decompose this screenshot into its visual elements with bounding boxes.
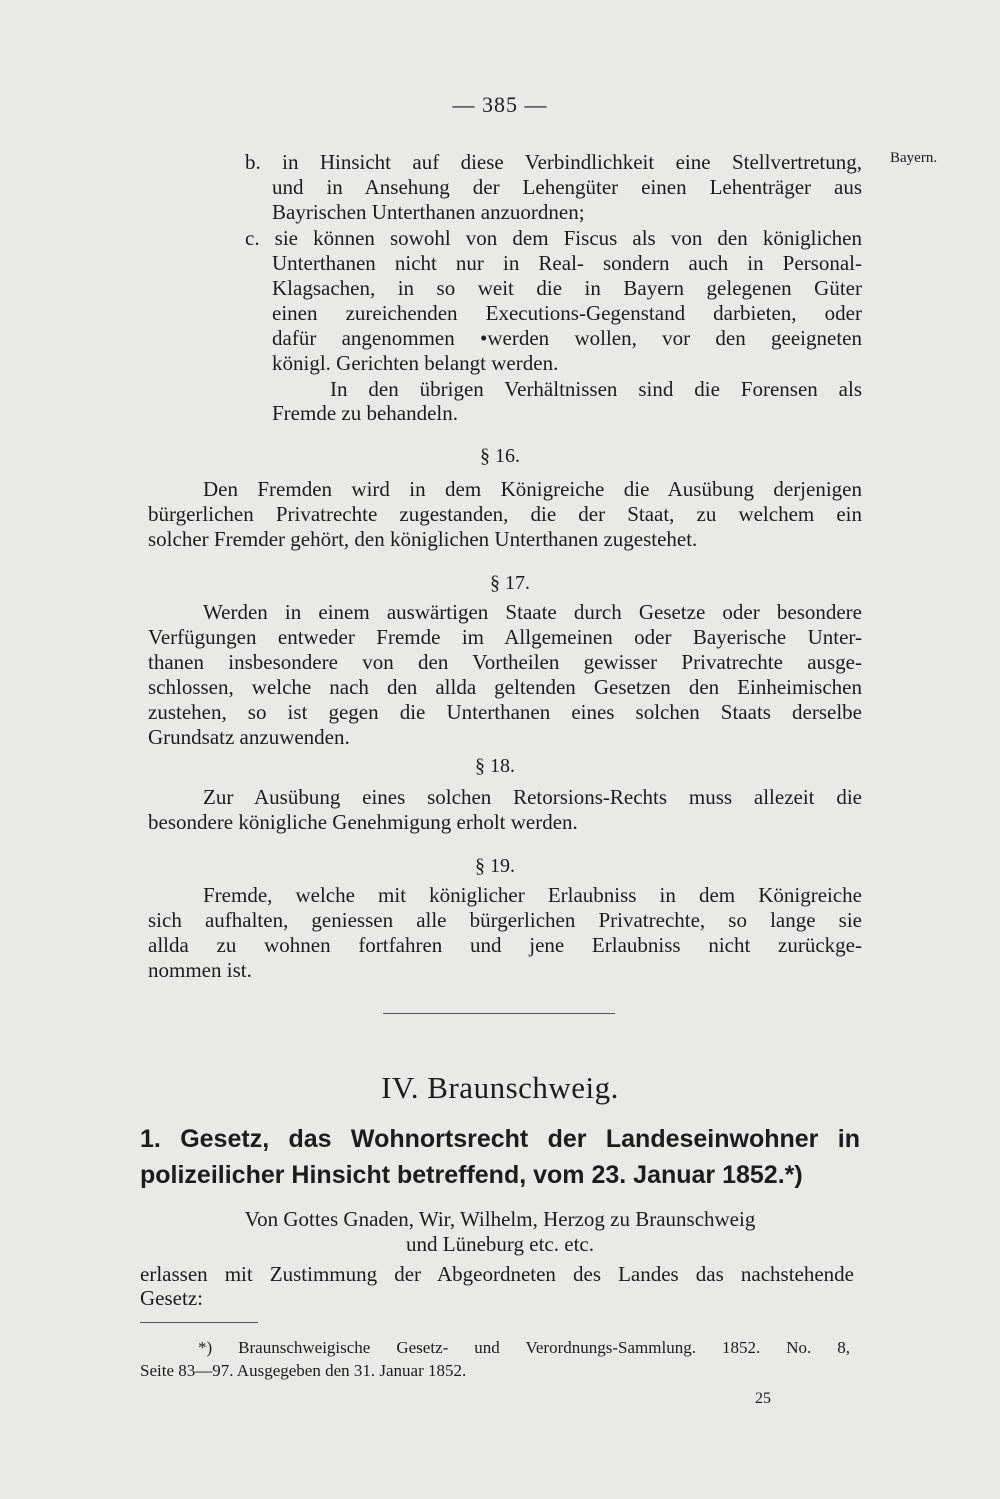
remainder-line-2: Fremde zu behandeln. (272, 401, 459, 425)
section-17-line-1: Werden in einem auswärtigen Staate durch Gesetze oder besondere (203, 600, 862, 624)
item-c-line-3: Klagsachen, in so weit die in Bayern gelegenen Güter (272, 276, 862, 300)
item-c-line-2: Unterthanen nicht nur in Real- sondern auch in Personal- (272, 251, 862, 275)
section-19-line-4: nommen ist. (148, 958, 252, 982)
section-19-line-3: allda zu wohnen fortfahren und jene Erlaubniss nicht zurückge- (148, 933, 862, 957)
footnote-rule (140, 1322, 258, 1323)
preamble-line-3: erlassen mit Zustimmung der Abgeordneten des Landes das nachstehende (140, 1262, 854, 1286)
item-b-line-3: Bayrischen Unterthanen anzuordnen; (272, 200, 585, 224)
footnote-line-2: Seite 83—97. Ausgegeben den 31. Januar 1852. (140, 1361, 467, 1380)
footnote-line-1: *) Braunschweigische Gesetz- und Verordnungs-Sammlung. 1852. No. 8, (198, 1338, 850, 1357)
section-17-sign: § 17. (490, 572, 530, 594)
item-c-line-6: königl. Gerichten belangt werden. (272, 351, 559, 375)
section-19-line-2: sich aufhalten, geniessen alle bürgerlichen Privatrechte, so lange sie (148, 908, 862, 932)
item-b-line-2: und in Ansehung der Lehengüter einen Lehenträger aus (272, 175, 862, 199)
preamble-line-2: und Lüneburg etc. etc. (406, 1232, 594, 1256)
item-b-line-1: b. in Hinsicht auf diese Verbindlichkeit eine Stellvertretung, (245, 150, 862, 174)
section-16-line-1: Den Fremden wird in dem Königreiche die Ausübung derjenigen (203, 477, 862, 501)
item-c-line-4: einen zureichenden Executions-Gegenstand darbieten, oder (272, 301, 862, 325)
section-19-line-1: Fremde, welche mit königlicher Erlaubniss in dem Königreiche (203, 883, 862, 907)
sheet-number: 25 (755, 1390, 771, 1407)
section-17-line-5: zustehen, so ist gegen die Unterthanen eines solchen Staats derselbe (148, 700, 862, 724)
section-17-line-4: schlossen, welche nach den allda geltenden Gesetzen den Einheimischen (148, 675, 862, 699)
law-heading-line-1: 1. Gesetz, das Wohnortsrecht der Landeseinwohner in (140, 1125, 860, 1153)
page-number: — 385 — (452, 92, 548, 117)
section-16-sign: § 16. (480, 445, 520, 467)
preamble-line-4: Gesetz: (140, 1286, 203, 1310)
section-18-sign: § 18. (475, 755, 515, 777)
section-16-line-3: solcher Fremder gehört, den königlichen Unterthanen zugestehet. (148, 527, 698, 551)
state-heading: IV. Braunschweig. (381, 1070, 619, 1105)
section-18-line-2: besondere königliche Genehmigung erholt werden. (148, 810, 578, 834)
item-c-line-5: dafür angenommen •werden wollen, vor den geeigneten (272, 326, 862, 350)
law-heading-line-2: polizeilicher Hinsicht betreffend, vom 23. Januar 1852.*) (140, 1161, 803, 1189)
section-divider (383, 1013, 615, 1014)
section-17-line-2: Verfügungen entweder Fremde im Allgemeinen oder Bayerische Unter- (148, 625, 862, 649)
section-17-line-3: thanen insbesondere von den Vortheilen gewisser Privatrechte ausge- (148, 650, 862, 674)
preamble-line-1: Von Gottes Gnaden, Wir, Wilhelm, Herzog zu Braunschweig (244, 1207, 756, 1231)
item-c-line-1: c. sie können sowohl von dem Fiscus als von den königlichen (245, 226, 862, 250)
section-17-line-6: Grundsatz anzuwenden. (148, 725, 350, 749)
section-18-line-1: Zur Ausübung eines solchen Retorsions-Rechts muss allezeit die (203, 785, 862, 809)
remainder-line-1: In den übrigen Verhältnissen sind die Forensen als (330, 377, 862, 401)
margin-note: Bayern. (890, 150, 938, 166)
section-16-line-2: bürgerlichen Privatrechte zugestanden, die der Staat, zu welchem ein (148, 502, 862, 526)
section-19-sign: § 19. (475, 855, 515, 877)
